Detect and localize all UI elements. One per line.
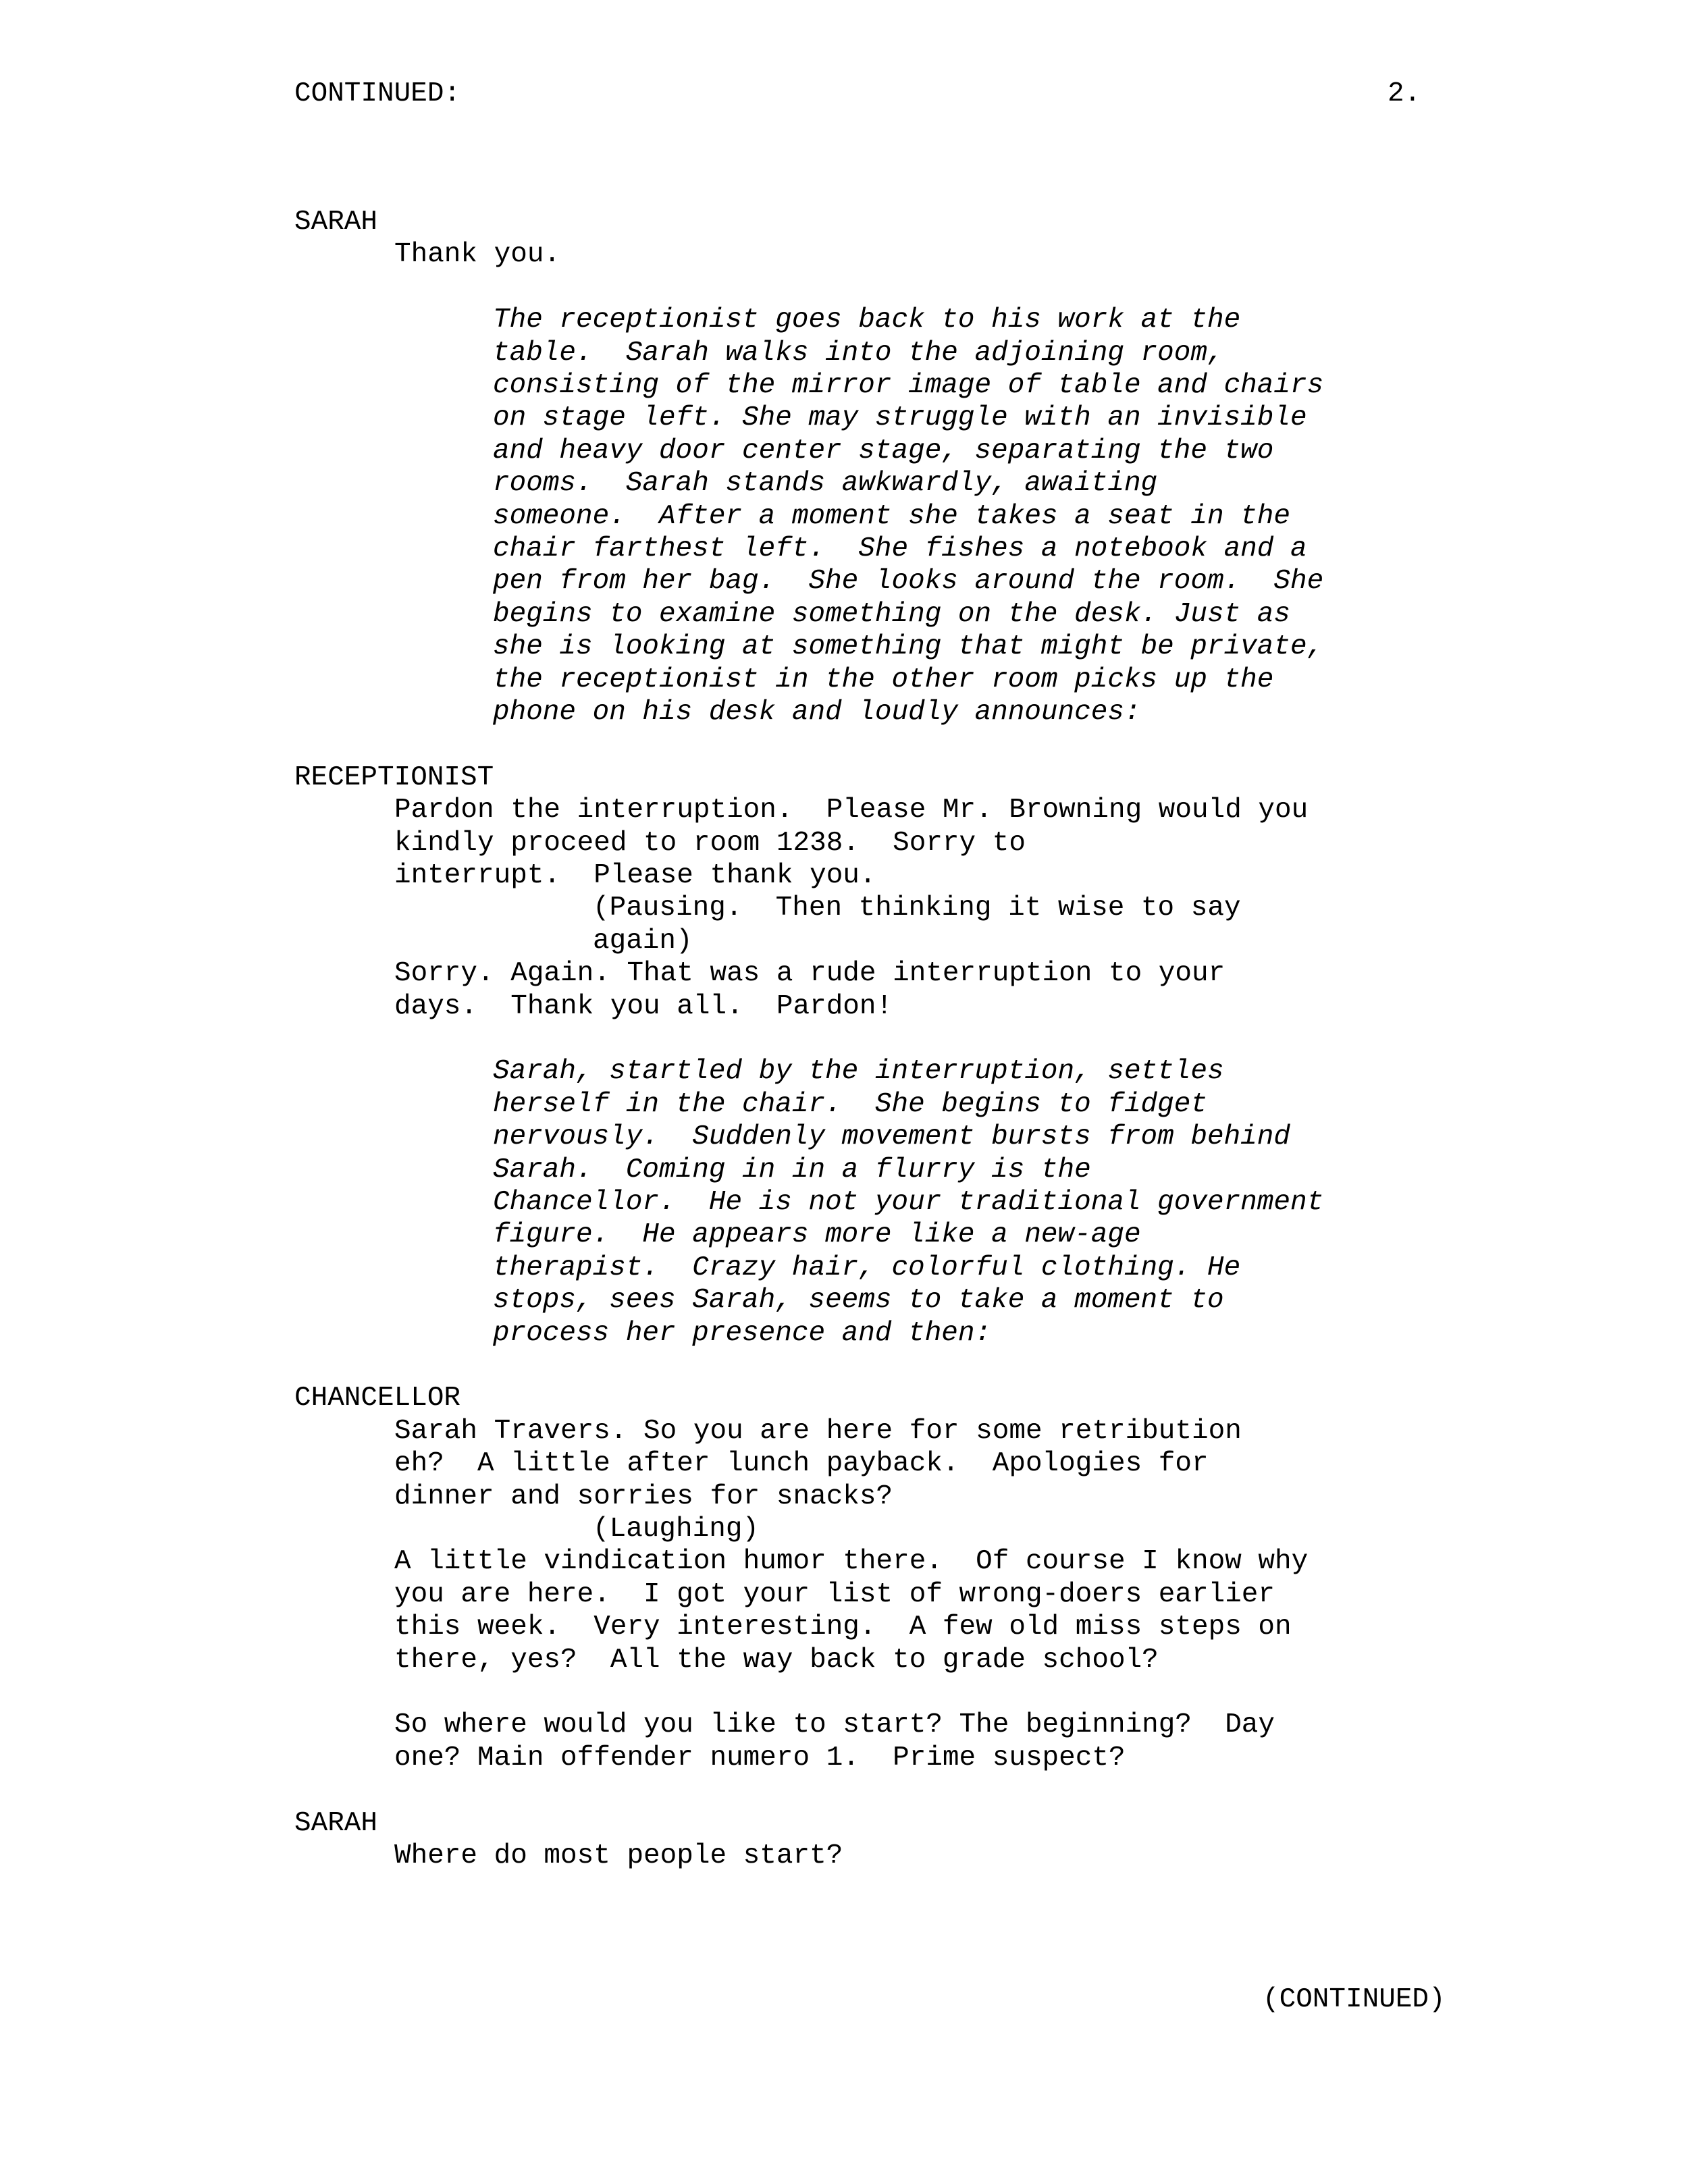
parenthetical-line: (Laughing) (593, 1514, 760, 1545)
action-line: Sarah. Coming in in a flurry is the (493, 1154, 1091, 1186)
character-name: RECEPTIONIST (294, 762, 494, 793)
action-line: table. Sarah walks into the adjoining room, (493, 337, 1224, 369)
action-line: pen from her bag. She looks around the room. She (493, 566, 1324, 597)
dialogue-line: dinner and sorries for snacks? (394, 1481, 893, 1512)
action-line: rooms. Sarah stands awkwardly, awaiting (493, 468, 1158, 500)
dialogue-line: Pardon the interruption. Please Mr. Browning would you (394, 795, 1309, 826)
action-line: Sarah, startled by the interruption, settles (493, 1056, 1224, 1088)
dialogue-line: Sarah Travers. So you are here for some retribution (394, 1415, 1242, 1447)
action-line: consisting of the mirror image of table and chairs (493, 370, 1324, 401)
parenthetical-line: again) (593, 925, 693, 957)
dialogue-line: one? Main offender numero 1. Prime suspect? (394, 1742, 1126, 1774)
dialogue-line: A little vindication humor there. Of course I know why (394, 1546, 1309, 1578)
action-line: herself in the chair. She begins to fidget (493, 1088, 1207, 1120)
action-line: process her presence and then: (493, 1317, 992, 1349)
action-line: figure. He appears more like a new-age (493, 1219, 1141, 1251)
page-header-continued: CONTINUED: (294, 78, 461, 109)
dialogue-line: kindly proceed to room 1238. Sorry to (394, 827, 1026, 859)
dialogue-line: So where would you like to start? The beginning? Day (394, 1709, 1275, 1741)
dialogue-line: this week. Very interesting. A few old miss steps on (394, 1612, 1292, 1643)
action-line: on stage left. She may struggle with an invisible (493, 402, 1307, 434)
action-line: The receptionist goes back to his work at the (493, 304, 1241, 336)
action-line: Chancellor. He is not your traditional government (493, 1187, 1324, 1218)
parenthetical-line: (Pausing. Then thinking it wise to say (593, 893, 1241, 924)
action-line: begins to examine something on the desk. Just as (493, 598, 1290, 630)
dialogue-line: Thank you. (394, 239, 561, 271)
page-number: 2. (1388, 78, 1421, 109)
dialogue-line: days. Thank you all. Pardon! (394, 990, 893, 1022)
dialogue-line: eh? A little after lunch payback. Apologies for (394, 1448, 1209, 1480)
action-line: phone on his desk and loudly announces: (493, 697, 1141, 728)
action-line: and heavy door center stage, separating the two (493, 435, 1274, 467)
dialogue-line: Where do most people start? (394, 1840, 843, 1871)
action-line: the receptionist in the other room picks up the (493, 664, 1274, 695)
action-line: stops, sees Sarah, seems to take a moment to (493, 1285, 1224, 1316)
action-line: someone. After a moment she takes a seat in the (493, 500, 1290, 532)
character-name: SARAH (294, 1807, 378, 1839)
page-footer-continued: (CONTINUED) (1263, 1984, 1446, 2015)
character-name: SARAH (294, 207, 378, 238)
action-line: she is looking at something that might be private, (493, 631, 1324, 663)
dialogue-line: interrupt. Please thank you. (394, 860, 876, 891)
dialogue-line: there, yes? All the way back to grade school? (394, 1644, 1159, 1676)
dialogue-line: Sorry. Again. That was a rude interruption to your (394, 958, 1225, 990)
dialogue-line: you are here. I got your list of wrong-doers earlier (394, 1578, 1275, 1610)
character-name: CHANCELLOR (294, 1383, 461, 1414)
action-line: nervously. Suddenly movement bursts from behind (493, 1121, 1290, 1153)
action-line: chair farthest left. She fishes a notebook and a (493, 533, 1307, 564)
action-line: therapist. Crazy hair, colorful clothing. He (493, 1252, 1241, 1283)
